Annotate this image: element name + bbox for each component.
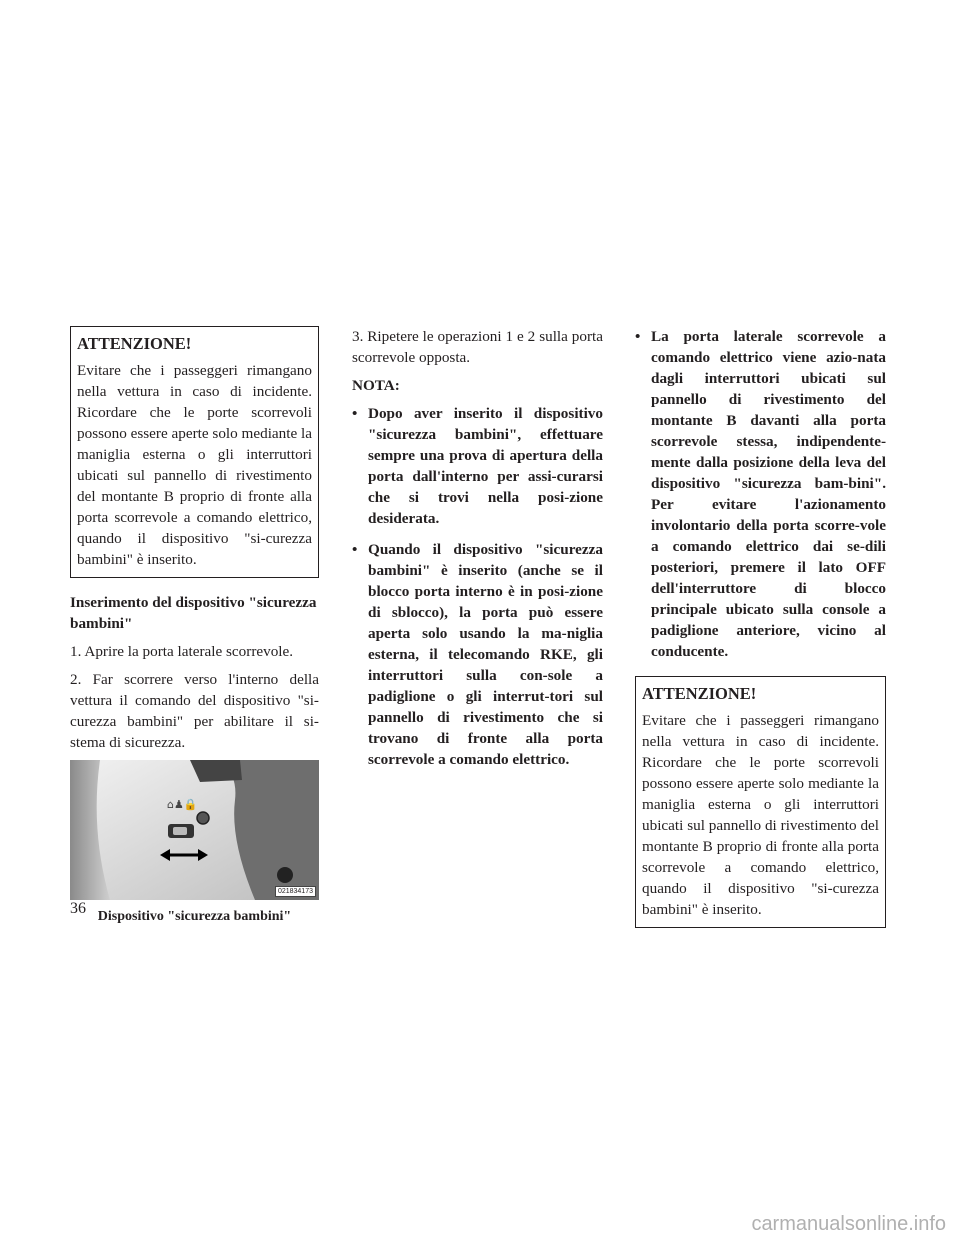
child-lock-figure <box>70 760 319 900</box>
svg-text:⌂♟🔒: ⌂♟🔒 <box>167 798 198 811</box>
section-heading: Inserimento del dispositivo "sicurezza bambini" <box>70 594 317 632</box>
step-1: 1. Aprire la porta laterale scorrevole. <box>70 643 294 660</box>
list-item: • Quando il dispositivo "sicurezza bambini" è inserito (anche se il blocco porta interno è in posi-zione di sblocco), la porta può essere aperta solo usando la ma-niglia esterna, il telecomando RKE, gli interruttori sulla con-sole a padiglione o gli interrut-tori sul pannello di rivestimento che si trovano di fronte alla porta scorrevole a comando elettrico. <box>352 539 603 770</box>
warning-text: Evitare che i passeggeri rimangano nella vettura in caso di incidente. Ricordare che le porte scorrevoli possono essere aperte solo mediante la maniglia esterna o gli interruttori ubicati sul pannello di rivestimento del montante B proprio di fronte alla porta scorrevole a comando elettrico, quando il dispositivo "si-curezza bambini" è inserito. <box>642 712 879 918</box>
step-3: 3. Ripetere le operazioni 1 e 2 sulla porta scorrevole opposta. <box>352 328 603 366</box>
figure-caption: Dispositivo "sicurezza bambini" <box>97 909 292 924</box>
door-latch-illustration <box>70 760 319 900</box>
list-item: • La porta laterale scorrevole a comando elettrico viene azio-nata dagli interruttori ubicati sul pannello di rivestimento del montante B davanti alla porta scorrevole stessa, indipendente-mente dalla posizione della leva del dispositivo "sicurezza bam-bini". Per evitare l'azionamento involontario della porta scorre-vole a comando elettrico dai se-dili posteriori, premere il lato OFF dell'interruttore di blocco principale ubicato sulla console a padiglione anteriore, vicino al conducente. <box>635 326 886 662</box>
warning-box <box>635 676 886 928</box>
warning-box <box>70 326 319 578</box>
warning-title: ATTENZIONE! <box>77 334 192 353</box>
left-column <box>70 326 319 934</box>
warning-title: ATTENZIONE! <box>642 684 757 703</box>
watermark[interactable]: carmanualsonline.info <box>751 1213 946 1235</box>
page-number: 36 <box>70 900 86 917</box>
warning-text: Evitare che i passeggeri rimangano nella vettura in caso di incidente. Ricordare che le porte scorrevoli possono essere aperte solo mediante la maniglia esterna o gli interruttori ubicati sul pannello di rivestimento del montante B proprio di fronte alla porta scorrevole a comando elettrico, quando il dispositivo "si-curezza bambini" è inserito. <box>77 362 312 568</box>
step-2: 2. Far scorrere verso l'interno della vettura il comando del dispositivo "si-curezza bambini" per abilitare il si-stema di sicurezza. <box>70 671 319 751</box>
right-column <box>635 326 886 928</box>
list-item: • Dopo aver inserito il dispositivo "sicurezza bambini", effettuare sempre una prova di apertura della porta dall'interno per assi-curarsi che si trovi nella posi-zione desiderata. <box>352 403 603 529</box>
middle-column <box>352 326 603 780</box>
figure-code: 021834173 <box>275 886 316 897</box>
note-list-continued <box>635 326 886 662</box>
note-label: NOTA: <box>352 377 400 394</box>
note-list <box>352 403 603 770</box>
